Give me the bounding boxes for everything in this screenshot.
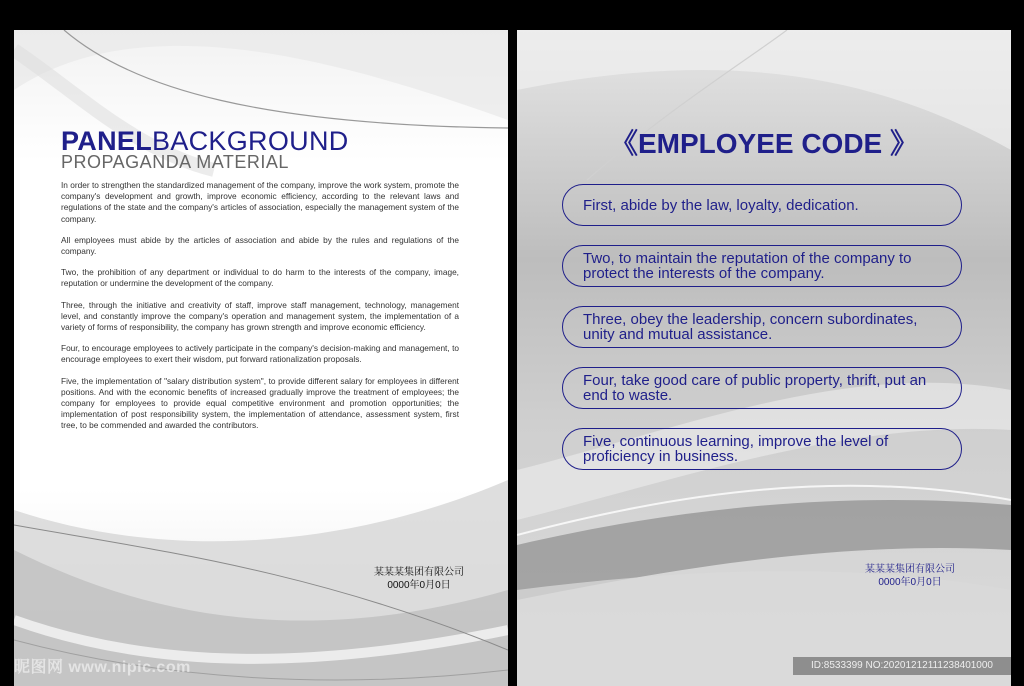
title-light: BACKGROUND <box>152 126 349 156</box>
company-date: 0000年0月0日 <box>387 580 451 591</box>
code-item <box>562 184 962 226</box>
page-subtitle: PROPAGANDA MATERIAL <box>61 152 289 172</box>
paragraph: Four, to encourage employees to actively participate in the company's decision-making and management, to encourage employees to exert their wisdom, put forward rationalization proposals. <box>61 343 459 365</box>
code-title: 《EMPLOYEE CODE 》 <box>609 128 919 159</box>
right-page <box>517 30 1011 686</box>
watermark-id: ID:8533399 NO:20201212111238401000 <box>793 657 1011 675</box>
paragraph: Five, the implementation of "salary distribution system", to provide different salary for employees in different positions. And with the economic benefits of increased gradually improve the treatment of employees; the company for employees to provide equal competitive environment and promotion opportunities; the implementation of post responsibility system, the implementation of attendance, assessment system, first tree, to be commended and awarded the contributors. <box>61 375 459 431</box>
code-item-text: Two, to maintain the reputation of the company to protect the interests of the company. <box>583 250 912 282</box>
code-item <box>562 367 962 409</box>
paragraph: In order to strengthen the standardized management of the company, improve the work system, promote the company's development and growth, improve economic efficiency, according to the relevant laws and regulations of the state and the company's articles of association, especially the management system of the company. <box>61 180 459 224</box>
body-text <box>61 180 459 442</box>
watermark-logo: 昵图网 www.nipic.com <box>14 659 191 676</box>
paragraph: All employees must abide by the articles of association and abide by the rules and regulations of the company. <box>61 234 459 257</box>
code-item <box>562 245 962 287</box>
code-item <box>562 428 962 470</box>
paragraph: Three, through the initiative and creativity of staff, improve staff management, technology, management level, and constantly improve the company's operation and management system, the implementation of a variety of forms of responsibility, the company has grown strength and improve economic efficiency. <box>61 299 459 333</box>
paragraph: Two, the prohibition of any department or individual to do harm to the interests of the company, image, reputation or undermine the development of the company. <box>61 267 459 289</box>
code-item-text: Four, take good care of public property, thrift, put an end to waste. <box>583 372 927 404</box>
company-block <box>369 566 469 592</box>
code-item-text: Five, continuous learning, improve the level of proficiency in business. <box>583 433 889 465</box>
company-date: 0000年0月0日 <box>878 577 942 588</box>
left-page <box>14 30 508 686</box>
code-item-text: Three, obey the leadership, concern subordinates, unity and mutual assistance. <box>583 311 918 343</box>
code-item <box>562 306 962 348</box>
company-block <box>850 563 970 589</box>
company-name: 某某某集团有限公司 <box>865 564 955 575</box>
company-name: 某某某集团有限公司 <box>374 567 464 578</box>
code-item-text: First, abide by the law, loyalty, dedication. <box>583 196 859 214</box>
title-bold: PANEL <box>61 126 153 156</box>
